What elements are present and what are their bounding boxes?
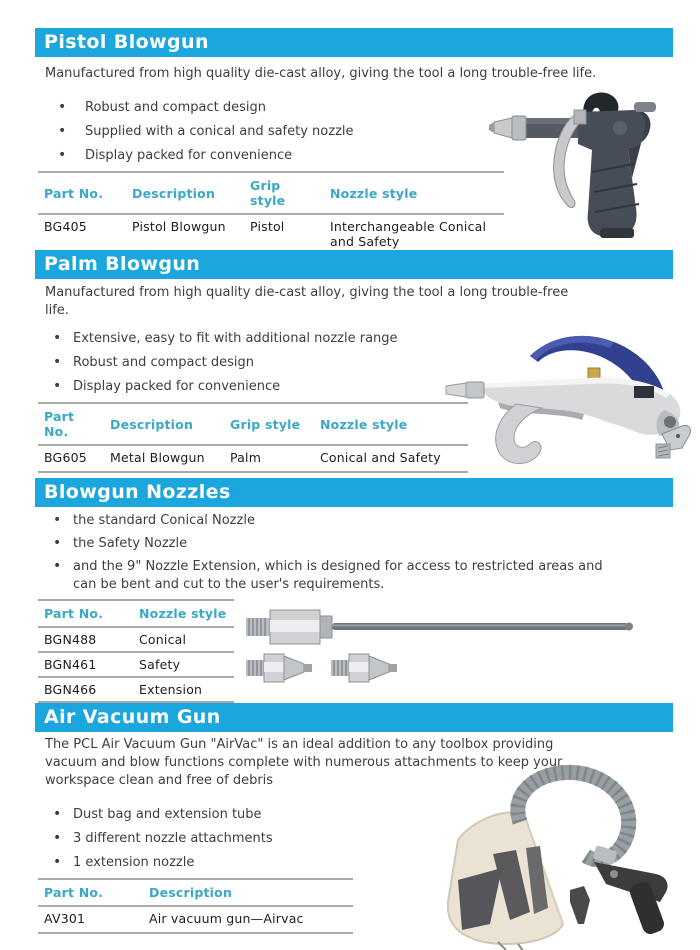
section-header-bar xyxy=(35,28,673,57)
cell-part-no: BG605 xyxy=(38,445,104,472)
cell-part-no: AV301 xyxy=(38,906,143,933)
section-description: Manufactured from high quality die-cast alloy, giving the tool a long trouble-free life. xyxy=(45,285,569,318)
section-title: Blowgun Nozzles xyxy=(44,481,231,503)
table-row xyxy=(38,906,353,933)
table-header-row xyxy=(38,879,353,906)
col-nozzle-style: Nozzle style xyxy=(314,403,468,445)
spec-table xyxy=(38,402,468,473)
cell-nozzle-style: Interchangeable Conical and Safety xyxy=(324,214,504,256)
feature-item: • Supplied with a conical and safety nozzle xyxy=(45,123,673,141)
cell-grip-style: Pistol xyxy=(244,214,324,256)
blowgun-nozzles-photo xyxy=(232,598,652,690)
palm-blowgun-image xyxy=(438,298,700,468)
cell-description: Pistol Blowgun xyxy=(126,214,244,256)
section-title: Palm Blowgun xyxy=(44,253,201,275)
feature-item: • and the 9" Nozzle Extension, which is designed for access to restricted areas and can be bent and cut to the user's requirements. xyxy=(45,558,605,594)
cell-nozzle-style: Safety xyxy=(133,652,234,677)
cell-part-no: BG405 xyxy=(38,214,126,256)
blowgun-nozzles-image xyxy=(232,598,652,690)
cell-nozzle-style: Extension xyxy=(133,677,234,702)
feature-item: • the Safety Nozzle xyxy=(45,535,605,553)
table-row xyxy=(38,677,234,702)
feature-item: • Dust bag and extension tube xyxy=(45,806,673,824)
air-vacuum-gun-photo xyxy=(398,762,693,950)
section-header-bar xyxy=(35,703,673,732)
feature-list xyxy=(45,512,605,594)
col-part-no: Part No. xyxy=(38,403,104,445)
cell-description: Air vacuum gun—Airvac xyxy=(143,906,353,933)
cell-part-no: BGN488 xyxy=(38,627,133,652)
col-nozzle-style: Nozzle style xyxy=(324,172,504,214)
table-row xyxy=(38,445,468,472)
cell-part-no: BGN466 xyxy=(38,677,133,702)
feature-item: • 1 extension nozzle xyxy=(45,854,673,872)
feature-item: • Extensive, easy to fit with additional nozzle range xyxy=(45,330,673,348)
cell-nozzle-style: Conical xyxy=(133,627,234,652)
palm-blowgun-photo xyxy=(438,298,700,468)
pistol-blowgun-image xyxy=(488,88,693,240)
cell-grip-style: Palm xyxy=(224,445,314,472)
table-row xyxy=(38,652,234,677)
section-title: Air Vacuum Gun xyxy=(44,706,221,728)
table-header-row xyxy=(38,600,234,627)
feature-item: • Robust and compact design xyxy=(45,99,673,117)
col-grip-style: Grip style xyxy=(224,403,314,445)
feature-item: • Display packed for convenience xyxy=(45,147,673,165)
cell-nozzle-style: Conical and Safety xyxy=(314,445,468,472)
table-header-row xyxy=(38,172,504,214)
air-vacuum-gun-image xyxy=(398,762,693,950)
feature-item: • Robust and compact design xyxy=(45,354,673,372)
table-header-row xyxy=(38,403,468,445)
section-header-bar xyxy=(35,478,673,507)
pistol-blowgun-photo xyxy=(488,88,693,240)
spec-table xyxy=(38,599,234,703)
col-description: Description xyxy=(143,879,353,906)
col-part-no: Part No. xyxy=(38,879,143,906)
spec-table xyxy=(38,171,504,257)
feature-item: • Display packed for convenience xyxy=(45,378,673,396)
section-header-bar xyxy=(35,250,673,279)
spec-table xyxy=(38,878,353,934)
col-part-no: Part No. xyxy=(38,600,133,627)
col-description: Description xyxy=(126,172,244,214)
cell-part-no: BGN461 xyxy=(38,652,133,677)
col-description: Description xyxy=(104,403,224,445)
feature-item: • the standard Conical Nozzle xyxy=(45,512,605,530)
cell-description: Metal Blowgun xyxy=(104,445,224,472)
section-title: Pistol Blowgun xyxy=(44,31,209,53)
col-part-no: Part No. xyxy=(38,172,126,214)
section-description: Manufactured from high quality die-cast alloy, giving the tool a long trouble-free life. xyxy=(45,66,597,81)
section-description: The PCL Air Vacuum Gun "AirVac" is an ideal addition to any toolbox providing vacuum and blow functions complete with numerous attachments to keep your workspace clean and free of debris xyxy=(45,737,563,788)
col-grip-style: Grip style xyxy=(244,172,324,214)
feature-item: • 3 different nozzle attachments xyxy=(45,830,673,848)
col-nozzle-style: Nozzle style xyxy=(133,600,234,627)
table-row xyxy=(38,627,234,652)
